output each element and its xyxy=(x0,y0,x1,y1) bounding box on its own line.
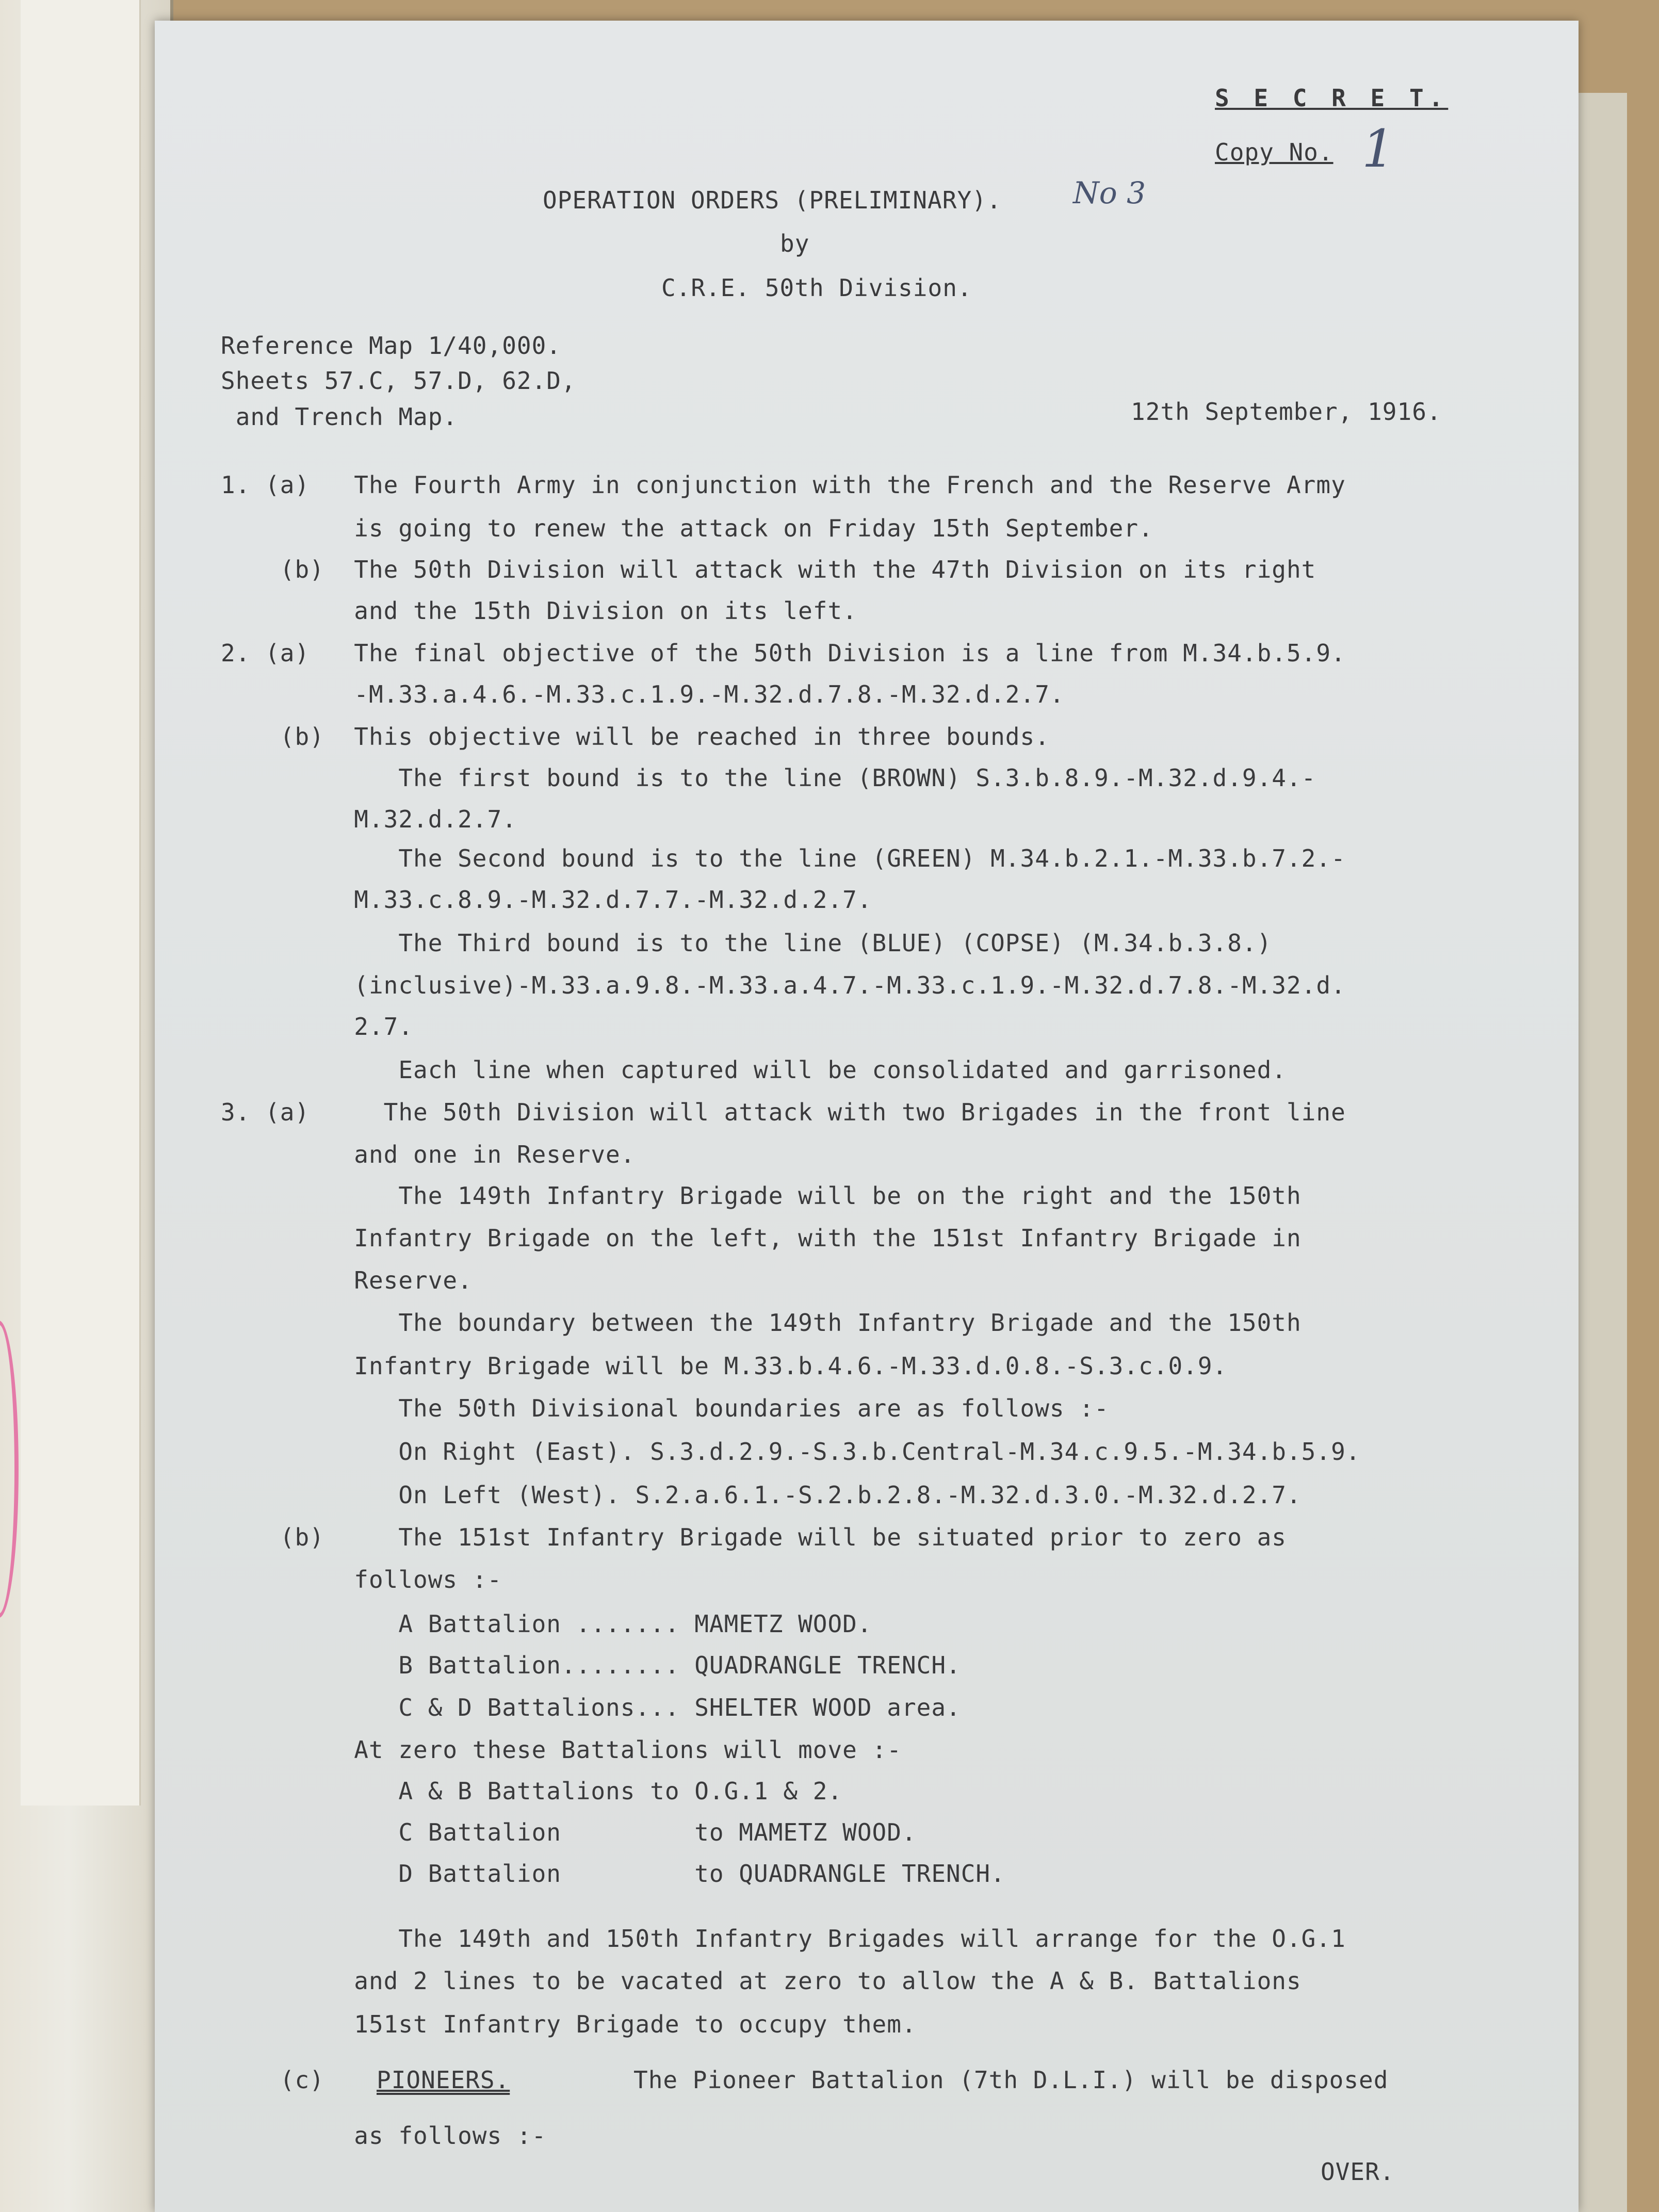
document-date: 12th September, 1916. xyxy=(1131,398,1442,426)
body-line: The boundary between the 149th Infantry Brigade and the 150th xyxy=(221,1309,1302,1337)
body-line: C Battalion to MAMETZ WOOD. xyxy=(221,1818,917,1846)
body-line: B Battalion........ QUADRANGLE TRENCH. xyxy=(221,1651,961,1679)
body-line: 2.7. xyxy=(221,1013,414,1040)
reference-trench-map: and Trench Map. xyxy=(221,403,458,431)
body-line: (inclusive)-M.33.a.9.8.-M.33.a.4.7.-M.33.c.1.9.-M.32.d.7.8.-M.32.d. xyxy=(221,971,1346,999)
body-line: 2. (a) The final objective of the 50th Division is a line from M.34.b.5.9. xyxy=(221,639,1346,667)
by-line: by xyxy=(780,230,810,257)
body-line: The 149th and 150th Infantry Brigades will arrange for the O.G.1 xyxy=(221,1925,1346,1953)
body-line: The Third bound is to the line (BLUE) (COPSE) (M.34.b.3.8.) xyxy=(221,929,1272,957)
body-line: Infantry Brigade will be M.33.b.4.6.-M.33.d.0.8.-S.3.c.0.9. xyxy=(221,1352,1228,1380)
body-line: On Right (East). S.3.d.2.9.-S.3.b.Central-M.34.c.9.5.-M.34.b.5.9. xyxy=(221,1438,1361,1466)
pioneers-paragraph-label: (c) xyxy=(221,2066,324,2094)
body-line: A Battalion ....... MAMETZ WOOD. xyxy=(221,1610,872,1638)
body-line: (b) This objective will be reached in three bounds. xyxy=(221,723,1050,751)
copy-number-handwritten: 1 xyxy=(1362,119,1395,179)
body-line: A & B Battalions to O.G.1 & 2. xyxy=(221,1777,843,1805)
body-line: and one in Reserve. xyxy=(221,1141,636,1168)
body-line: On Left (West). S.2.a.6.1.-S.2.b.2.8.-M.32.d.3.0.-M.32.d.2.7. xyxy=(221,1481,1302,1509)
document-page xyxy=(155,21,1579,2212)
body-line: follows :- xyxy=(221,1566,502,1593)
body-line: Each line when captured will be consolidated and garrisoned. xyxy=(221,1056,1287,1084)
body-line: and 2 lines to be vacated at zero to allow the A & B. Battalions xyxy=(221,1967,1302,1995)
body-line: M.33.c.8.9.-M.32.d.7.7.-M.32.d.2.7. xyxy=(221,886,872,914)
author-line: C.R.E. 50th Division. xyxy=(661,274,972,302)
body-line: C & D Battalions... SHELTER WOOD area. xyxy=(221,1694,961,1721)
body-line: (b) The 50th Division will attack with the 47th Division on its right xyxy=(221,556,1316,583)
body-line: The Second bound is to the line (GREEN) M.34.b.2.1.-M.33.b.7.2.- xyxy=(221,844,1346,872)
body-line: D Battalion to QUADRANGLE TRENCH. xyxy=(221,1860,1005,1888)
body-line: M.32.d.2.7. xyxy=(221,805,517,833)
document-title: OPERATION ORDERS (PRELIMINARY). xyxy=(543,186,1002,214)
body-line: 3. (a) The 50th Division will attack with two Brigades in the front line xyxy=(221,1098,1346,1126)
body-line: Reserve. xyxy=(221,1266,473,1294)
body-line: -M.33.a.4.6.-M.33.c.1.9.-M.32.d.7.8.-M.32.d.2.7. xyxy=(221,680,1065,708)
over-marker: OVER. xyxy=(1321,2158,1395,2186)
title-handwritten-number: No 3 xyxy=(1073,175,1146,210)
pioneers-text: The Pioneer Battalion (7th D.L.I.) will be disposed xyxy=(633,2066,1389,2094)
background-page-edge xyxy=(21,0,141,1806)
secret-stamp: S E C R E T. xyxy=(1215,84,1449,112)
body-line: Infantry Brigade on the left, with the 151st Infantry Brigade in xyxy=(221,1224,1302,1252)
pink-ink-mark xyxy=(0,1321,19,1618)
pioneers-heading: PIONEERS. xyxy=(377,2066,510,2094)
body-line: The first bound is to the line (BROWN) S.3.b.8.9.-M.32.d.9.4.- xyxy=(221,764,1316,792)
body-line: is going to renew the attack on Friday 15th September. xyxy=(221,514,1153,542)
reference-sheets: Sheets 57.C, 57.D, 62.D, xyxy=(221,367,576,395)
reference-map: Reference Map 1/40,000. xyxy=(221,332,561,360)
copy-label: Copy No. xyxy=(1215,138,1333,166)
pioneers-text-continued: as follows :- xyxy=(221,2122,547,2150)
body-line: 151st Infantry Brigade to occupy them. xyxy=(221,2010,917,2038)
body-line: (b) The 151st Infantry Brigade will be situated prior to zero as xyxy=(221,1523,1287,1551)
body-line: and the 15th Division on its left. xyxy=(221,597,857,625)
body-line: The 149th Infantry Brigade will be on the right and the 150th xyxy=(221,1182,1302,1210)
background-left-document xyxy=(0,0,173,2212)
body-line: The 50th Divisional boundaries are as follows :- xyxy=(221,1394,1109,1422)
body-line: At zero these Battalions will move :- xyxy=(221,1736,902,1764)
body-line: 1. (a) The Fourth Army in conjunction with the French and the Reserve Army xyxy=(221,471,1346,499)
